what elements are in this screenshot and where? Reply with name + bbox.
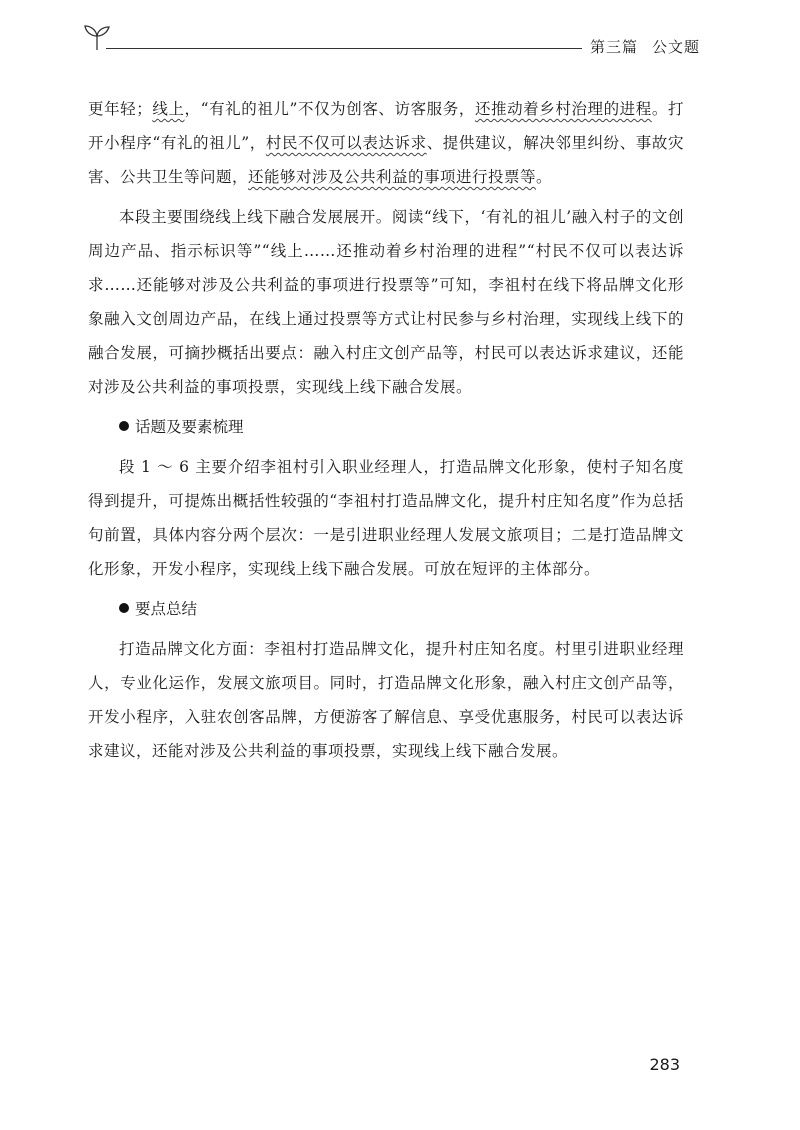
paragraph-1 [88,92,684,194]
paragraph-4: 打造品牌文化方面：李祖村打造品牌文化，提升村庄知名度。村里引进职业经理人，专业化运作，发展文旅项目。同时，打造品牌文化形象，融入村庄文创产品等，开发小程序，入驻农创客品牌，方便游客了解信息、享受优惠服务，村民可以表达诉求建议，还能对涉及公共利益的事项投票，实现线上线下融合发展。 [88,640,684,760]
bullet-label: 话题及要素梳理 [135,418,244,436]
paragraph-2: 本段主要围绕线上线下融合发展展开。阅读“线下，‘有礼的祖儿’融入村子的文创周边产品、指示标识等”“线上……还推动着乡村治理的进程”“村民不仅可以表达诉求……还能够对涉及公共利益的事项进行投票等”可知，李祖村在线下将品牌文化形象融入文创周边产品，在线上通过投票等方式让村民参与乡村治理，实现线上线下的融合发展，可摘抄概括出要点：融入村庄文创产品等，村民可以表达诉求建议，还能对涉及公共利益的事项投票，实现线上线下融合发展。 [88,208,684,396]
text-run: 、提供建议，解决邻里纠纷、事故灾害、公共卫生等问题， [88,134,684,186]
part-label: 第三篇 [589,38,638,56]
paragraph-3: 段 1 ～ 6 主要介绍李祖村引入职业经理人，打造品牌文化形象，使村子知名度得到提升，可提炼出概括性较强的“李祖村打造品牌文化，提升村庄知名度”作为总括句前置，具体内容分两个层次：一是引进职业经理人发展文旅项目；二是打造品牌文化形象，开发小程序，实现线上线下融合发展。可放在短评的主体部分。 [88,458,684,578]
bullet-key-points [88,592,684,626]
section-title [590,36,700,57]
wavy-underlined-text: 线上 [152,100,185,118]
page-header [82,22,700,54]
bullet-dot-icon [119,603,129,613]
page-number: 283 [649,1055,680,1074]
wavy-underlined-text: 还能够对涉及公共利益的事项进行投票等 [248,168,537,186]
main-content [88,92,684,774]
text-run: 更年轻； [88,100,153,118]
wavy-underlined-text: 还推动着乡村治理的进程 [474,100,652,118]
text-run: 。 [536,168,553,186]
header-rule [106,48,582,49]
bullet-dot-icon [119,421,129,431]
chapter-label: 公文题 [651,38,700,56]
bullet-topic-elements [88,410,684,444]
wavy-underlined-text: 村民不仅可以表达诉求 [265,134,427,152]
text-run: ，“有礼的祖儿”不仅为创客、访客服务， [184,100,475,118]
text-run: 。打开小程序“有礼的祖儿”， [88,100,684,152]
bullet-label: 要点总结 [135,600,198,618]
